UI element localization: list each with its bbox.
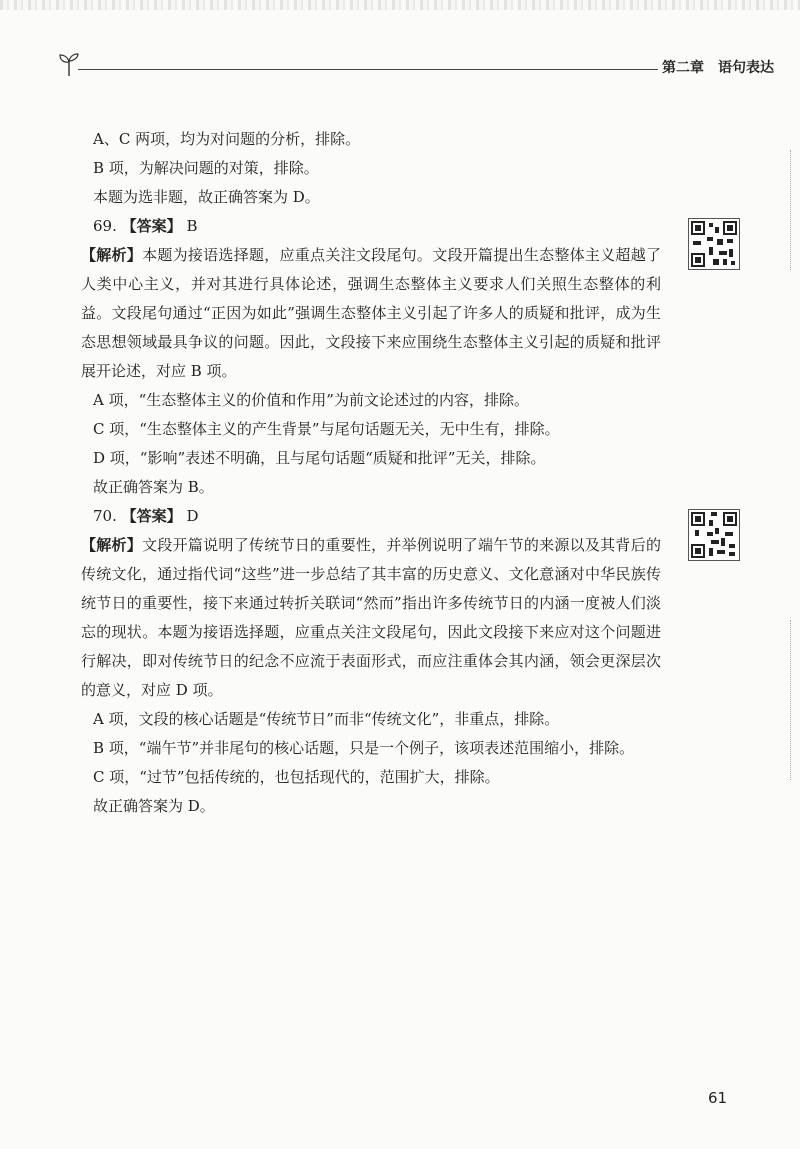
- sprout-icon: [58, 52, 80, 78]
- page-content: [81, 125, 661, 821]
- page-header: [58, 52, 800, 82]
- scan-edge: [0, 0, 800, 10]
- answer-value: D: [186, 507, 199, 525]
- question-number: 69.: [93, 217, 117, 235]
- option-line: C 项，“生态整体主义的产生背景”与尾句话题无关，无中生有，排除。: [93, 420, 560, 438]
- question-70-analysis: [81, 531, 661, 705]
- analysis-text: 本题为接语选择题，应重点关注文段尾句。文段开篇提出生态整体主义超越了人类中心主义，并对其进行具体论述，强调生态整体主义要求人们关照生态整体的利益。文段尾句通过“正因为如此”强调生态整体主义引起了许多人的质疑和批评，成为生态思想领域最具争议的问题。因此，文段接下来应围绕生态整体主义引起的质疑和批评展开论述，对应 B 项。: [81, 246, 661, 380]
- option-line: C 项，“过节”包括传统的，也包括现代的，范围扩大，排除。: [93, 768, 500, 786]
- analysis-label: 【解析】: [81, 536, 143, 554]
- question-69-analysis: [81, 241, 661, 386]
- conclusion-line: 故正确答案为 D。: [93, 797, 215, 815]
- question-number: 70.: [93, 507, 117, 525]
- question-69-answer: [81, 212, 661, 241]
- header-rule: [78, 69, 658, 70]
- option-line: A 项，“生态整体主义的价值和作用”为前文论述过的内容，排除。: [93, 391, 529, 409]
- qr-code-icon: [688, 218, 740, 270]
- chapter-label: 第二章: [662, 60, 704, 76]
- option-line: D 项，“影响”表述不明确，且与尾句话题“质疑和批评”无关，排除。: [93, 449, 546, 467]
- answer-label: 【答案】: [121, 507, 182, 525]
- answer-label: 【答案】: [121, 217, 182, 235]
- conclusion-line: 故正确答案为 B。: [93, 478, 214, 496]
- analysis-text: 文段开篇说明了传统节日的重要性，并举例说明了端午节的来源以及其背后的传统文化，通过指代词“这些”进一步总结了其丰富的历史意义、文化意涵对中华民族传统节日的重要性，接下来通过转折关联词“然而”指出许多传统节日的内涵一度被人们淡忘的现状。本题为接语选择题，应重点关注文段尾句，因此文段接下来应对这个问题进行解决，即对传统节日的纪念不应流于表面形式，而应注重体会其内涵，领会更深层次的意义，对应 D 项。: [81, 536, 661, 699]
- answer-value: B: [186, 217, 198, 235]
- section-label: 语句表达: [718, 60, 774, 76]
- qr-code-icon: [688, 509, 740, 561]
- page-number: 61: [708, 1089, 728, 1107]
- text-line: 本题为选非题，故正确答案为 D。: [93, 188, 320, 206]
- text-line: A、C 两项，均为对问题的分析，排除。: [93, 130, 361, 148]
- option-line: B 项，“端午节”并非尾句的核心话题，只是一个例子，该项表述范围缩小，排除。: [93, 739, 635, 757]
- analysis-label: 【解析】: [81, 246, 143, 264]
- question-70-answer: [81, 502, 661, 531]
- margin-mark: [790, 150, 792, 270]
- option-line: A 项，文段的核心话题是“传统节日”而非“传统文化”，非重点，排除。: [93, 710, 560, 728]
- header-title: [662, 57, 774, 77]
- text-line: B 项，为解决问题的对策，排除。: [93, 159, 319, 177]
- margin-mark: [790, 620, 792, 780]
